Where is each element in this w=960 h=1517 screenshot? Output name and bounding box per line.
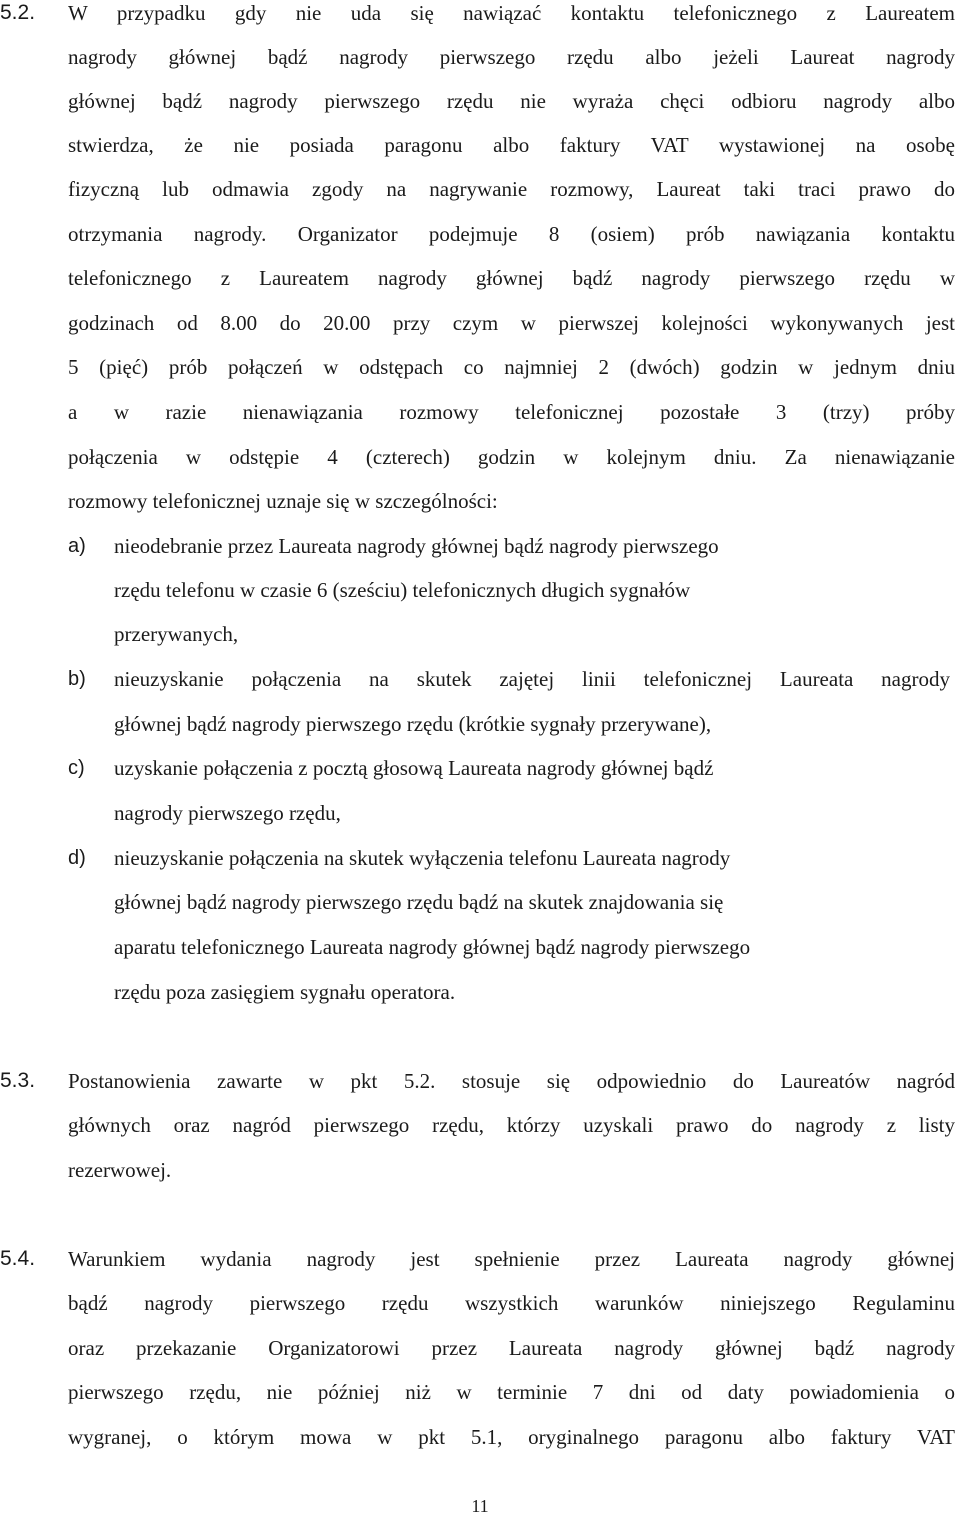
section-number: 5.2. bbox=[0, 1, 36, 24]
paragraph-line: stwierdza, że nie posiada paragonu albo faktury VAT wystawionej na osobę bbox=[68, 133, 955, 157]
page-number: 11 bbox=[471, 1496, 489, 1516]
list-item-line: głównej bądź nagrody pierwszego rzędu (krótkie sygnały przerywane), bbox=[114, 712, 712, 736]
paragraph-line: rozmowy telefonicznej uznaje się w szczególności: bbox=[68, 489, 498, 513]
paragraph-line: fizyczną lub odmawia zgody na nagrywanie rozmowy, Laureat taki traci prawo do bbox=[68, 177, 955, 201]
list-item-label: b) bbox=[68, 668, 86, 690]
list-item-line: rzędu poza zasięgiem sygnału operatora. bbox=[114, 980, 456, 1004]
paragraph-line: nagrody głównej bądź nagrody pierwszego rzędu albo jeżeli Laureat nagrody bbox=[68, 45, 955, 69]
paragraph-line: W przypadku gdy nie uda się nawiązać kontaktu telefonicznego z Laureatem bbox=[68, 1, 955, 25]
list-item-line: uzyskanie połączenia z pocztą głosową Laureata nagrody głównej bądź bbox=[114, 756, 714, 780]
list-item-line: nieuzyskanie połączenia na skutek zajętej linii telefonicznej Laureata nagrody bbox=[114, 667, 950, 691]
paragraph-line: 5 (pięć) prób połączeń w odstępach co najmniej 2 (dwóch) godzin w jednym dniu bbox=[68, 355, 955, 379]
list-item-line: aparatu telefonicznego Laureata nagrody głównej bądź nagrody pierwszego bbox=[114, 935, 751, 959]
section-number: 5.3. bbox=[0, 1069, 36, 1092]
list-item-line: nieodebranie przez Laureata nagrody głównej bądź nagrody pierwszego bbox=[114, 534, 719, 558]
paragraph-line: godzinach od 8.00 do 20.00 przy czym w pierwszej kolejności wykonywanych jest bbox=[68, 311, 955, 335]
list-item-line: rzędu telefonu w czasie 6 (sześciu) telefonicznych długich sygnałów bbox=[114, 578, 691, 602]
paragraph-line: telefonicznego z Laureatem nagrody głównej bądź nagrody pierwszego rzędu w bbox=[68, 266, 955, 290]
paragraph-line: bądź nagrody pierwszego rzędu wszystkich warunków niniejszego Regulaminu bbox=[68, 1291, 955, 1315]
paragraph-line: połączenia w odstępie 4 (czterech) godzin w kolejnym dniu. Za nienawiązanie bbox=[68, 445, 955, 469]
paragraph-line: Warunkiem wydania nagrody jest spełnienie przez Laureata nagrody głównej bbox=[68, 1247, 955, 1271]
list-item-label: c) bbox=[68, 757, 85, 779]
paragraph-line: głównej bądź nagrody pierwszego rzędu nie wyraża chęci odbioru nagrody albo bbox=[68, 89, 955, 113]
list-item-line: nieuzyskanie połączenia na skutek wyłączenia telefonu Laureata nagrody bbox=[114, 846, 731, 870]
list-item-line: głównej bądź nagrody pierwszego rzędu bądź na skutek znajdowania się bbox=[114, 890, 724, 914]
paragraph-line: a w razie nienawiązania rozmowy telefonicznej pozostałe 3 (trzy) próby bbox=[68, 400, 955, 424]
paragraph-line: pierwszego rzędu, nie później niż w terminie 7 dni od daty powiadomienia o bbox=[68, 1380, 955, 1404]
section-number: 5.4. bbox=[0, 1247, 36, 1270]
list-item-line: przerywanych, bbox=[114, 622, 239, 646]
list-item-label: a) bbox=[68, 535, 86, 557]
paragraph-line: rezerwowej. bbox=[68, 1158, 172, 1182]
list-item-label: d) bbox=[68, 847, 86, 869]
paragraph-line: oraz przekazanie Organizatorowi przez Laureata nagrody głównej bądź nagrody bbox=[68, 1336, 955, 1360]
paragraph-line: Postanowienia zawarte w pkt 5.2. stosuje się odpowiednio do Laureatów nagród bbox=[68, 1069, 955, 1093]
paragraph-line: głównych oraz nagród pierwszego rzędu, którzy uzyskali prawo do nagrody z listy bbox=[68, 1113, 955, 1137]
paragraph-line: otrzymania nagrody. Organizator podejmuje 8 (osiem) prób nawiązania kontaktu bbox=[68, 222, 955, 246]
list-item-line: nagrody pierwszego rzędu, bbox=[114, 801, 341, 825]
paragraph-line: wygranej, o którym mowa w pkt 5.1, oryginalnego paragonu albo faktury VAT bbox=[68, 1425, 955, 1449]
